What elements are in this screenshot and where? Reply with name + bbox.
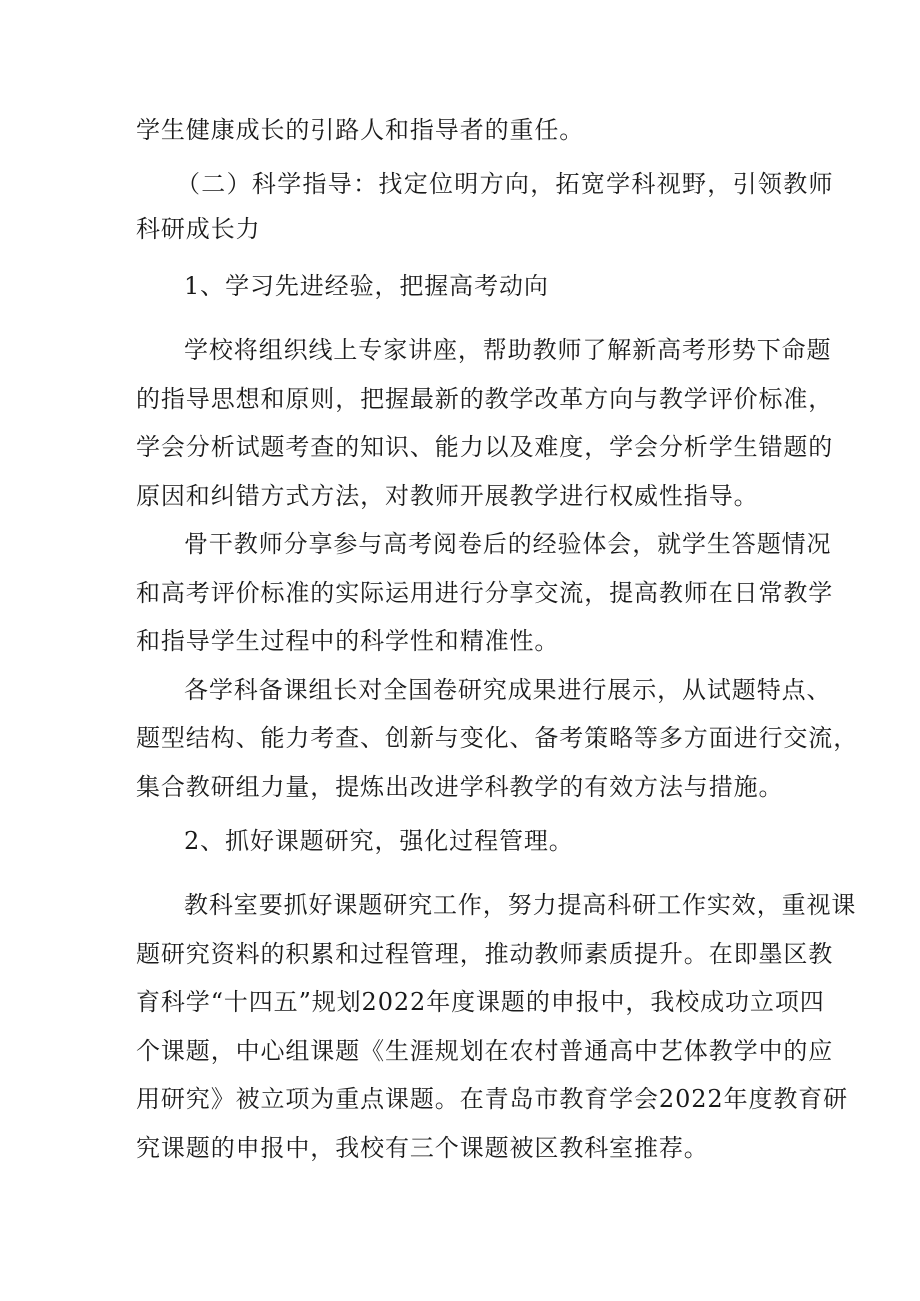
paragraph-line: 原因和纠错方式方法，对教师开展教学进行权威性指导。 [136,482,759,510]
paragraph-line: 的指导思想和原则，把握最新的教学改革方向与教学评价标准， [136,385,834,413]
paragraph-line: 各学科备课组长对全国卷研究成果进行展示，从试题特点、 [184,676,832,704]
paragraph-line: 学会分析试题考查的知识、能力以及难度，学会分析学生错题的 [136,433,834,461]
section-heading-line: （二）科学指导：找定位明方向，拓宽学科视野，引领教师 [176,170,834,198]
paragraph-line: 究课题的申报中，我校有三个课题被区教科室推荐。 [136,1134,709,1162]
paragraph-line: 学生健康成长的引路人和指导者的重任。 [136,116,585,144]
paragraph-line: 个课题，中心组课题《生涯规划在农村普通高中艺体教学中的应 [136,1037,834,1065]
paragraph-line: 用研究》被立项为重点课题。在青岛市教育学会2022年度教育研 [136,1085,849,1113]
paragraph-line: 题研究资料的积累和过程管理，推动教师素质提升。在即墨区教 [136,940,834,968]
paragraph-line: 骨干教师分享参与高考阅卷后的经验体会，就学生答题情况 [184,530,832,558]
paragraph-line: 学校将组织线上专家讲座，帮助教师了解新高考形势下命题 [184,336,832,364]
section-heading-line: 科研成长力 [136,215,261,243]
paragraph-line: 和指导学生过程中的科学性和精准性。 [136,627,560,655]
paragraph-line: 题型结构、能力考查、创新与变化、备考策略等多方面进行交流， [136,724,859,752]
paragraph-line: 育科学“十四五”规划2022年度课题的申报中，我校成功立项四 [136,988,825,1016]
paragraph-line: 和高考评价标准的实际运用进行分享交流，提高教师在日常教学 [136,579,834,607]
paragraph-line: 教科室要抓好课题研究工作，努力提高科研工作实效，重视课 [184,891,857,919]
subheading-line: 1、学习先进经验，把握高考动向 [184,272,549,300]
paragraph-line: 集合教研组力量，提炼出改进学科教学的有效方法与措施。 [136,773,784,801]
subheading-line: 2、抓好课题研究，强化过程管理。 [184,827,574,855]
